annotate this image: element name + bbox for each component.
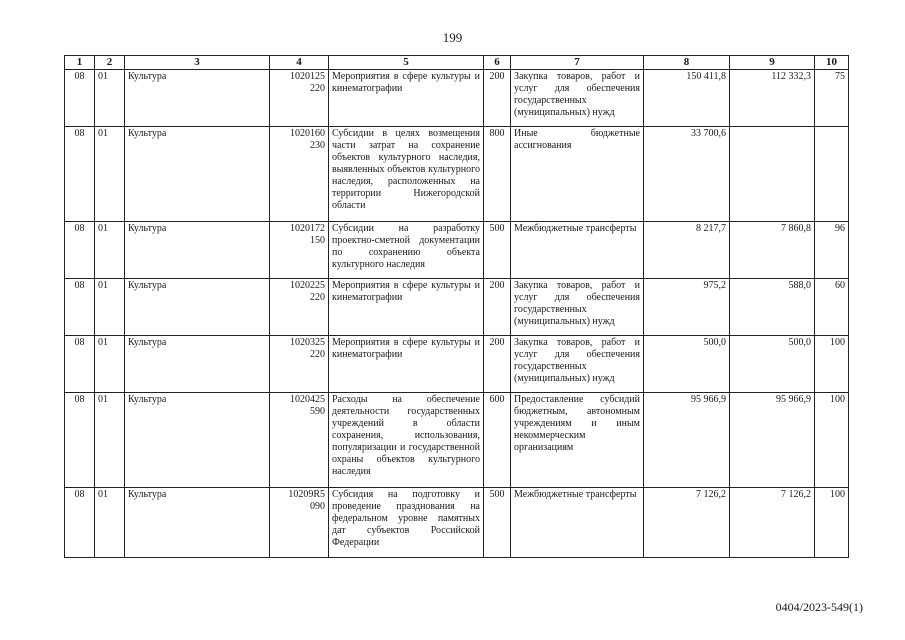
expense-description-cell: Субсидия на подготовку и проведение празднования на федеральном уровне памятных дат субъектов Российской Федерации xyxy=(329,488,484,558)
expense-type-name-cell: Предоставление субсидий бюджетным, автономным учреждениям и иным некоммерческим организациям xyxy=(511,393,644,488)
expense-type-code-cell: 200 xyxy=(484,279,511,336)
target-article-code-cell: 1020425 590 xyxy=(270,393,329,488)
planned-amount-cell: 7 126,2 xyxy=(644,488,730,558)
table-header-row xyxy=(65,56,849,70)
executed-amount-cell: 7 860,8 xyxy=(730,222,815,279)
executed-amount-cell xyxy=(730,127,815,222)
expense-type-code-cell: 800 xyxy=(484,127,511,222)
expense-type-name-cell: Межбюджетные трансферты xyxy=(511,222,644,279)
table-row xyxy=(65,488,849,558)
section-code-cell: 08 xyxy=(65,393,95,488)
column-header-5: 5 xyxy=(329,56,484,70)
expense-type-name-cell: Межбюджетные трансферты xyxy=(511,488,644,558)
target-article-code-cell: 1020125 220 xyxy=(270,70,329,127)
execution-percent-cell: 96 xyxy=(815,222,849,279)
planned-amount-cell: 95 966,9 xyxy=(644,393,730,488)
target-article-code-cell: 1020160 230 xyxy=(270,127,329,222)
column-header-8: 8 xyxy=(644,56,730,70)
table-row xyxy=(65,336,849,393)
table-row xyxy=(65,393,849,488)
budget-table xyxy=(64,55,849,558)
section-code-cell: 08 xyxy=(65,222,95,279)
expense-type-name-cell: Закупка товаров, работ и услуг для обеспечения государственных (муниципальных) нужд xyxy=(511,336,644,393)
expense-type-code-cell: 600 xyxy=(484,393,511,488)
expense-type-code-cell: 200 xyxy=(484,70,511,127)
column-header-7: 7 xyxy=(511,56,644,70)
expense-description-cell: Субсидии на разработку проектно-сметной документации по сохранению объекта культурного наследия xyxy=(329,222,484,279)
section-name-cell: Культура xyxy=(125,393,270,488)
subsection-code-cell: 01 xyxy=(95,336,125,393)
expense-type-code-cell: 500 xyxy=(484,488,511,558)
subsection-code-cell: 01 xyxy=(95,393,125,488)
section-name-cell: Культура xyxy=(125,488,270,558)
target-article-code-cell: 1020325 220 xyxy=(270,336,329,393)
execution-percent-cell xyxy=(815,127,849,222)
section-code-cell: 08 xyxy=(65,127,95,222)
execution-percent-cell: 75 xyxy=(815,70,849,127)
expense-type-name-cell: Закупка товаров, работ и услуг для обеспечения государственных (муниципальных) нужд xyxy=(511,70,644,127)
table-row xyxy=(65,70,849,127)
planned-amount-cell: 8 217,7 xyxy=(644,222,730,279)
subsection-code-cell: 01 xyxy=(95,488,125,558)
section-name-cell: Культура xyxy=(125,70,270,127)
section-name-cell: Культура xyxy=(125,279,270,336)
expense-description-cell: Мероприятия в сфере культуры и кинематографии xyxy=(329,336,484,393)
section-name-cell: Культура xyxy=(125,127,270,222)
column-header-9: 9 xyxy=(730,56,815,70)
column-header-6: 6 xyxy=(484,56,511,70)
planned-amount-cell: 33 700,6 xyxy=(644,127,730,222)
page-number: 199 xyxy=(442,30,463,45)
section-code-cell: 08 xyxy=(65,279,95,336)
section-code-cell: 08 xyxy=(65,488,95,558)
table-row xyxy=(65,222,849,279)
target-article-code-cell: 10209R5 090 xyxy=(270,488,329,558)
expense-description-cell: Мероприятия в сфере культуры и кинематографии xyxy=(329,279,484,336)
expense-type-code-cell: 500 xyxy=(484,222,511,279)
execution-percent-cell: 100 xyxy=(815,488,849,558)
planned-amount-cell: 150 411,8 xyxy=(644,70,730,127)
column-header-3: 3 xyxy=(125,56,270,70)
subsection-code-cell: 01 xyxy=(95,222,125,279)
column-header-4: 4 xyxy=(270,56,329,70)
expense-type-code-cell: 200 xyxy=(484,336,511,393)
subsection-code-cell: 01 xyxy=(95,127,125,222)
column-header-2: 2 xyxy=(95,56,125,70)
table-row xyxy=(65,127,849,222)
planned-amount-cell: 975,2 xyxy=(644,279,730,336)
section-name-cell: Культура xyxy=(125,336,270,393)
target-article-code-cell: 1020172 150 xyxy=(270,222,329,279)
table-body xyxy=(65,70,849,558)
document-code: 0404/2023-549(1) xyxy=(775,600,863,614)
table-row xyxy=(65,279,849,336)
execution-percent-cell: 100 xyxy=(815,336,849,393)
section-code-cell: 08 xyxy=(65,336,95,393)
section-name-cell: Культура xyxy=(125,222,270,279)
executed-amount-cell: 500,0 xyxy=(730,336,815,393)
column-header-10: 10 xyxy=(815,56,849,70)
expense-description-cell: Субсидии в целях возмещения части затрат на сохранение объектов культурного наследия, выявленных объектов культурного наследия, расположенных на территории Нижегородской области xyxy=(329,127,484,222)
executed-amount-cell: 588,0 xyxy=(730,279,815,336)
planned-amount-cell: 500,0 xyxy=(644,336,730,393)
expense-type-name-cell: Закупка товаров, работ и услуг для обеспечения государственных (муниципальных) нужд xyxy=(511,279,644,336)
section-code-cell: 08 xyxy=(65,70,95,127)
execution-percent-cell: 60 xyxy=(815,279,849,336)
expense-description-cell: Расходы на обеспечение деятельности государственных учреждений в области сохранения, использования, популяризации и государственной охраны объектов культурного наследия xyxy=(329,393,484,488)
expense-type-name-cell: Иные бюджетные ассигнования xyxy=(511,127,644,222)
target-article-code-cell: 1020225 220 xyxy=(270,279,329,336)
executed-amount-cell: 7 126,2 xyxy=(730,488,815,558)
column-header-1: 1 xyxy=(65,56,95,70)
executed-amount-cell: 112 332,3 xyxy=(730,70,815,127)
execution-percent-cell: 100 xyxy=(815,393,849,488)
subsection-code-cell: 01 xyxy=(95,279,125,336)
expense-description-cell: Мероприятия в сфере культуры и кинематографии xyxy=(329,70,484,127)
executed-amount-cell: 95 966,9 xyxy=(730,393,815,488)
subsection-code-cell: 01 xyxy=(95,70,125,127)
